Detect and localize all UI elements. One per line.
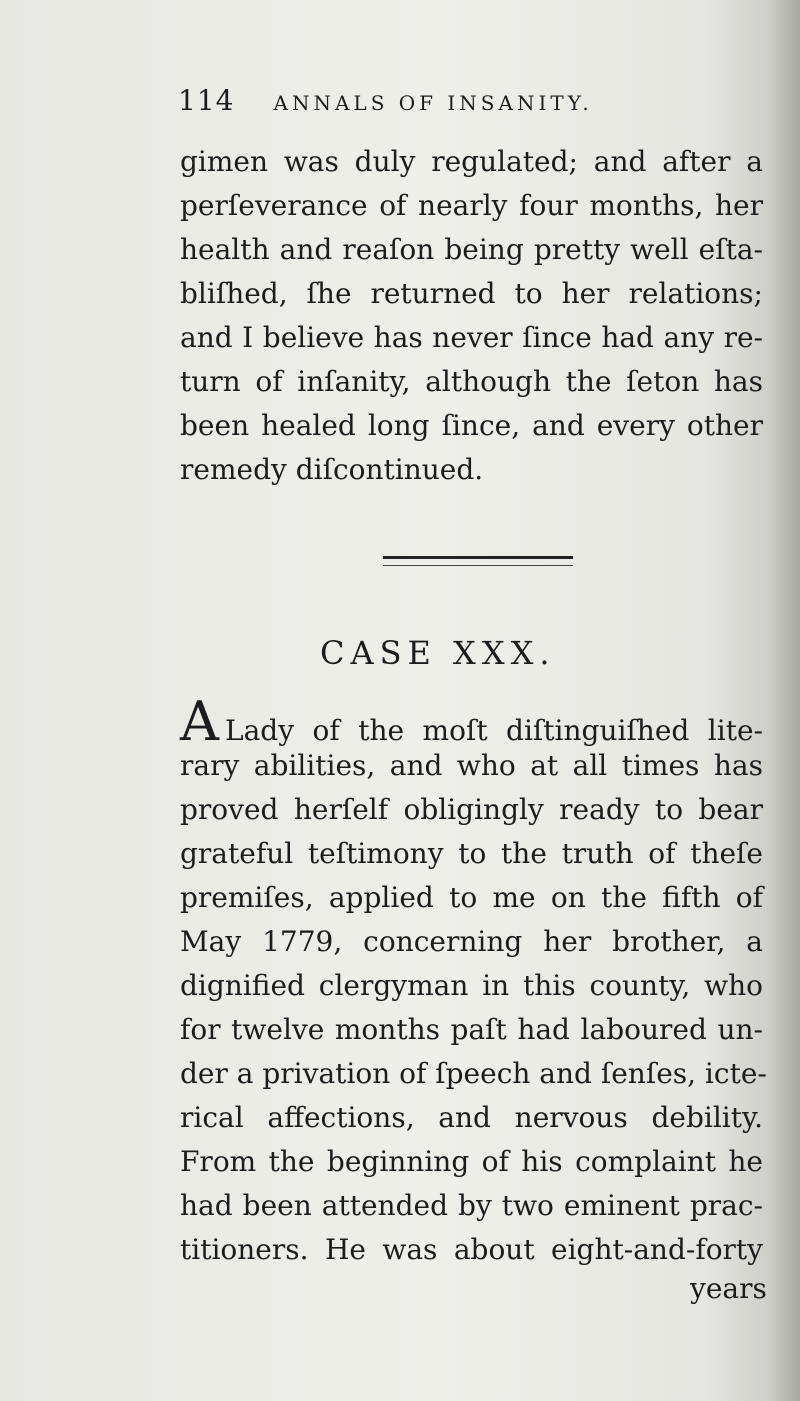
first-line <box>180 690 763 753</box>
text-line: bliſhed, ſhe returned to her relations; <box>180 277 763 310</box>
text-line: From the beginning of his complaint he <box>180 1145 763 1178</box>
text-line: grateful teſtimony to the truth of theſe <box>180 837 763 870</box>
text-line: health and reaſon being pretty well eſta- <box>180 233 763 266</box>
text-line: had been attended by two eminent prac- <box>180 1189 763 1222</box>
text-line: May 1779, concerning her brother, a <box>180 925 763 958</box>
case-paragraph <box>180 690 767 1272</box>
section-divider <box>383 556 573 566</box>
text-line: rical affections, and nervous debility. <box>180 1101 763 1134</box>
page-number: 114 <box>178 84 235 117</box>
first-line-text: Lady of the moſt diſtinguiſhed lite- <box>225 714 763 747</box>
text-line: perſeverance of nearly four months, her <box>180 189 763 222</box>
text-line: titioners. He was about eight-and-forty <box>180 1233 763 1266</box>
running-head-title: ANNALS OF INSANITY. <box>273 91 593 115</box>
running-head <box>178 84 678 124</box>
continuation-paragraph <box>180 140 763 492</box>
text-line: premiſes, applied to me on the fifth of <box>180 881 763 914</box>
drop-cap: A <box>180 690 219 753</box>
text-line: dignified clergyman in this county, who <box>180 969 763 1002</box>
text-line: and I believe has never ſince had any re- <box>180 321 763 354</box>
text-line: proved herſelf obligingly ready to bear <box>180 793 763 826</box>
text-line: der a privation of ſpeech and ſenſes, icte- <box>180 1057 767 1090</box>
text-line: for twelve months paſt had laboured un- <box>180 1013 763 1046</box>
text-line: gimen was duly regulated; and after a <box>180 145 763 178</box>
case-heading: CASE XXX. <box>320 634 556 672</box>
text-line: remedy diſcontinued. <box>180 453 484 486</box>
catchword: years <box>690 1272 767 1305</box>
text-line: rary abilities, and who at all times has <box>180 749 763 782</box>
text-line: been healed long ſince, and every other <box>180 409 763 442</box>
text-line: turn of inſanity, although the ſeton has <box>180 365 763 398</box>
